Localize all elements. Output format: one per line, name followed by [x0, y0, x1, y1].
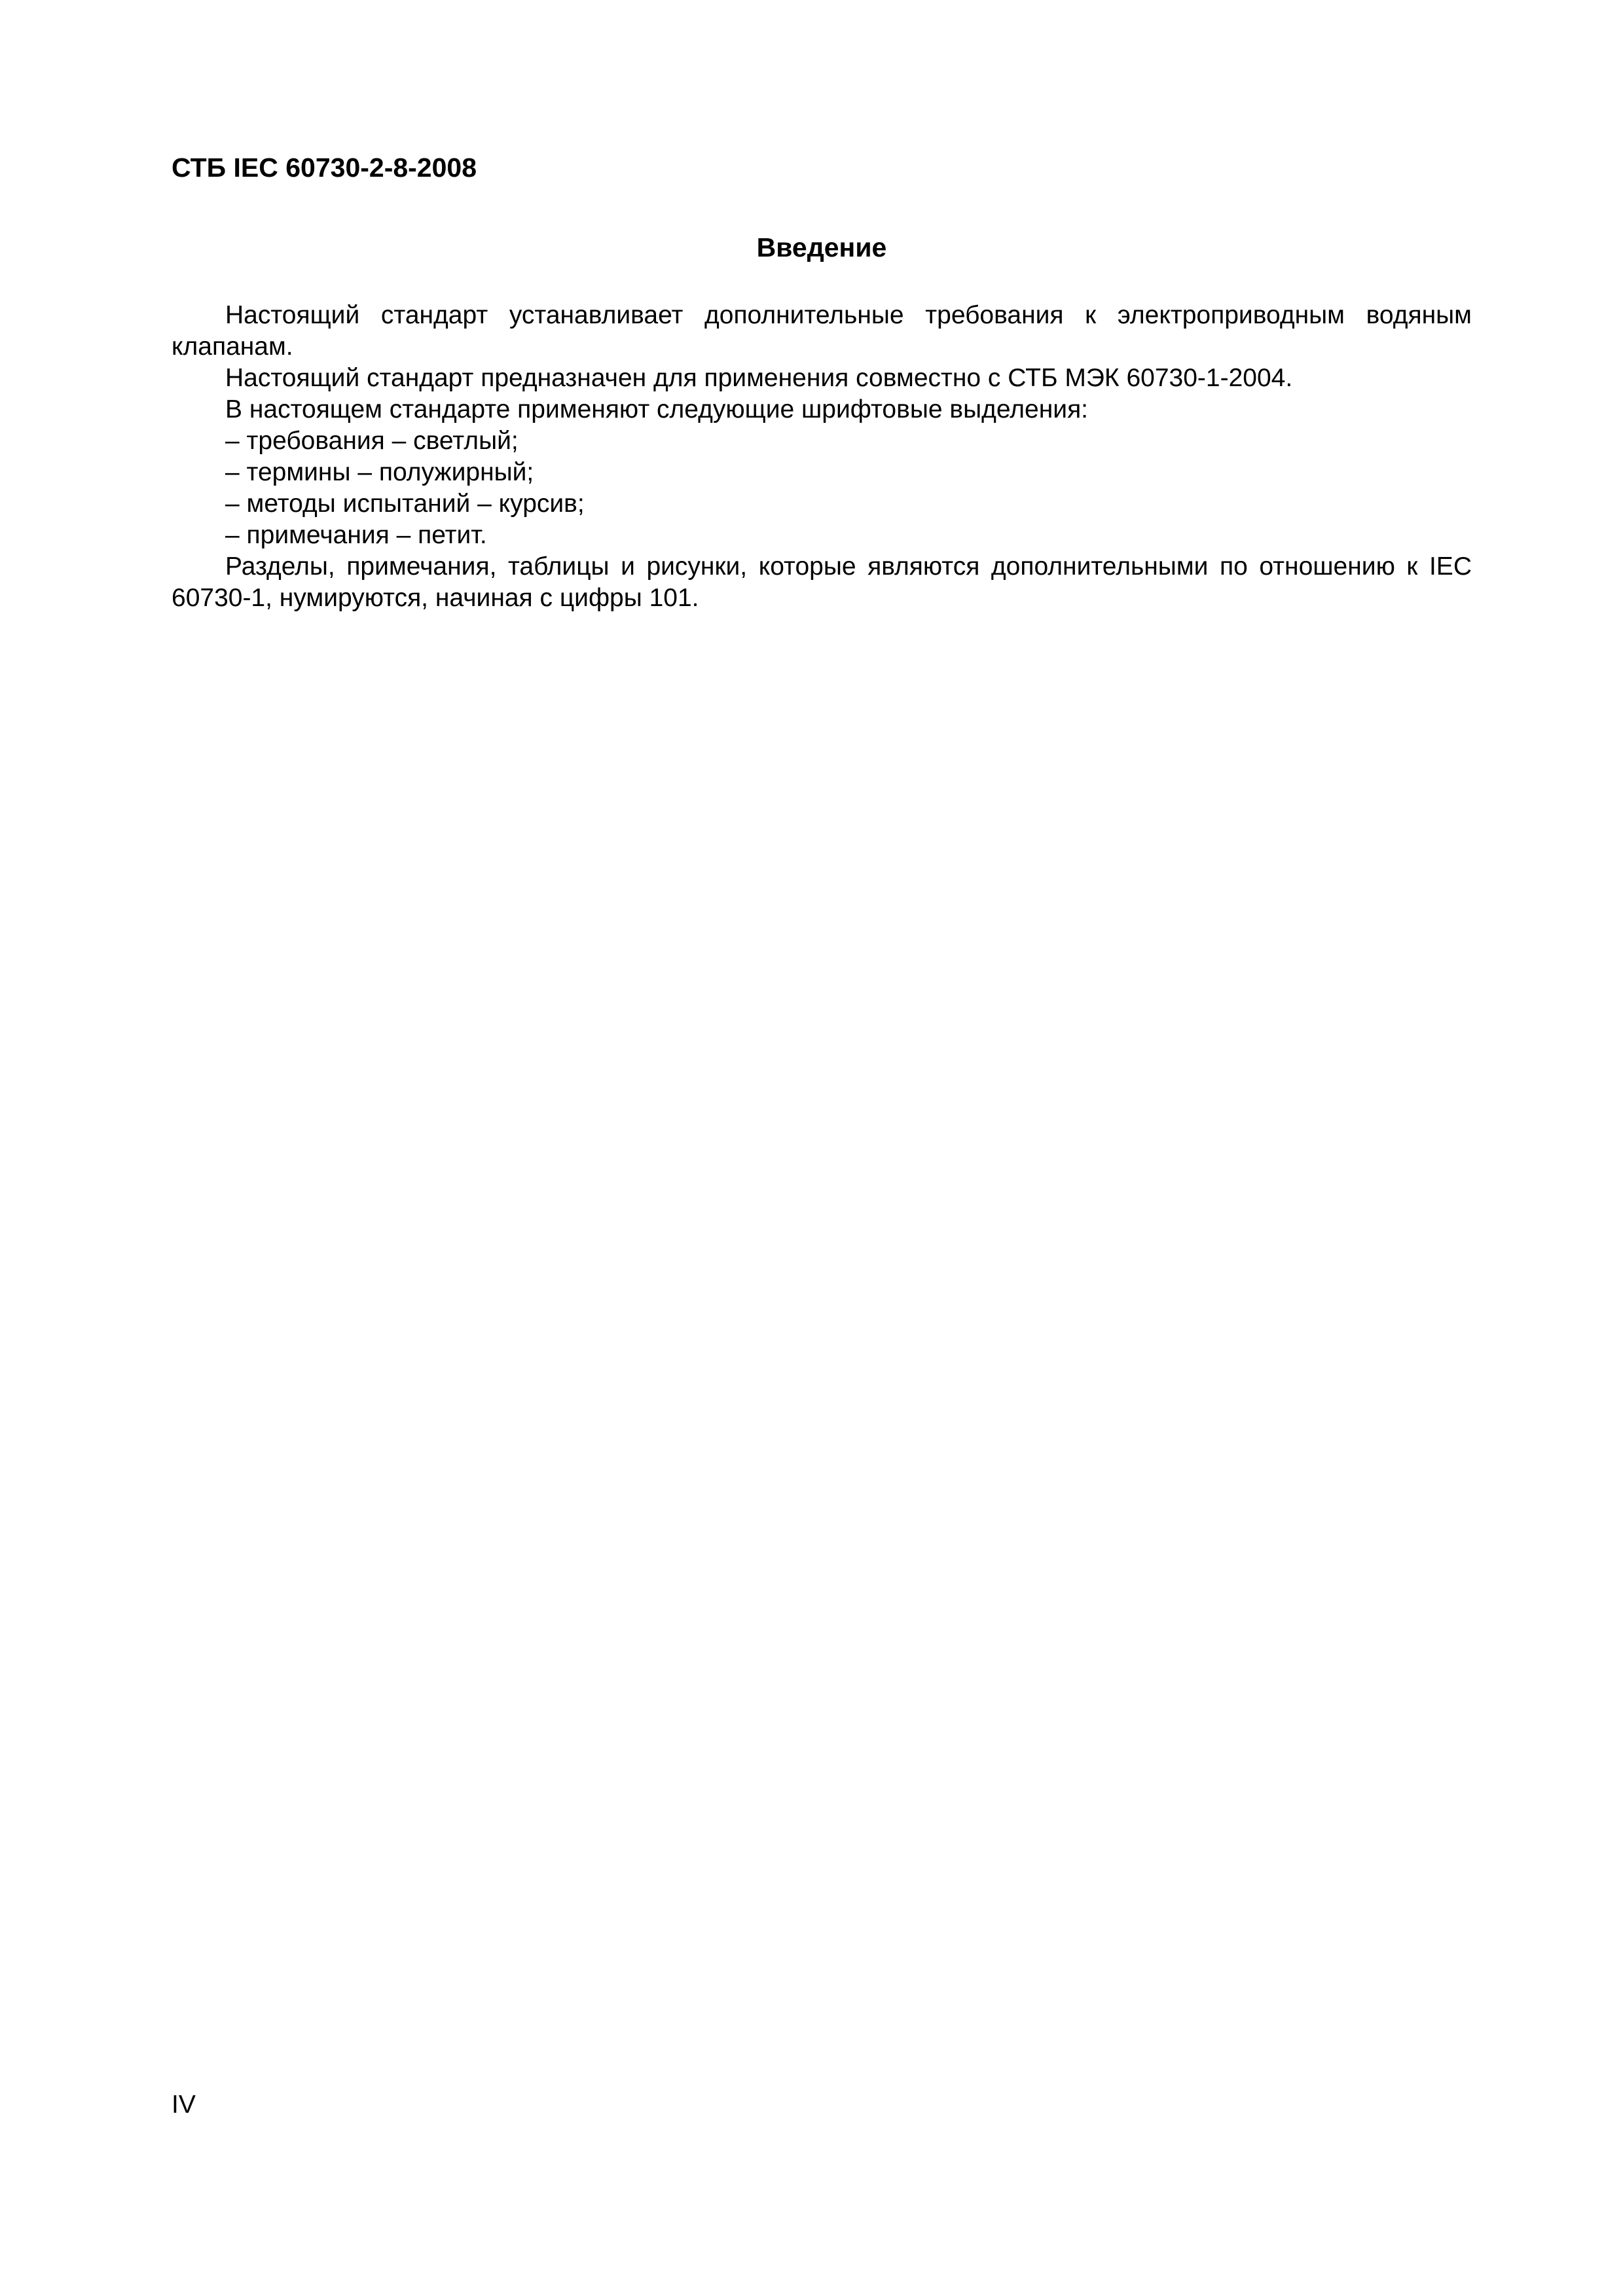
- introduction-body: [172, 300, 1472, 614]
- paragraph-scope: Настоящий стандарт устанавливает дополнительные требования к электроприводным водяным клапанам.: [172, 301, 1472, 361]
- list-item-requirements: – требования – светлый;: [225, 427, 519, 455]
- document-code: СТБ IEC 60730-2-8-2008: [172, 152, 477, 183]
- paragraph-usage: Настоящий стандарт предназначен для применения совместно с СТБ МЭК 60730-1-2004.: [225, 364, 1293, 392]
- list-item-notes: – примечания – петит.: [225, 521, 487, 549]
- list-item-terms: – термины – полужирный;: [225, 458, 534, 486]
- paragraph-numbering: Разделы, примечания, таблицы и рисунки, которые являются дополнительными по отношению к IEC 60730-1, нумируются, начиная с цифры 101.: [172, 552, 1472, 612]
- page-number: IV: [172, 2090, 196, 2119]
- paragraph-font-conventions: В настоящем стандарте применяют следующие шрифтовые выделения:: [225, 395, 1089, 423]
- section-title: Введение: [756, 232, 887, 262]
- list-item-test-methods: – методы испытаний – курсив;: [225, 490, 585, 518]
